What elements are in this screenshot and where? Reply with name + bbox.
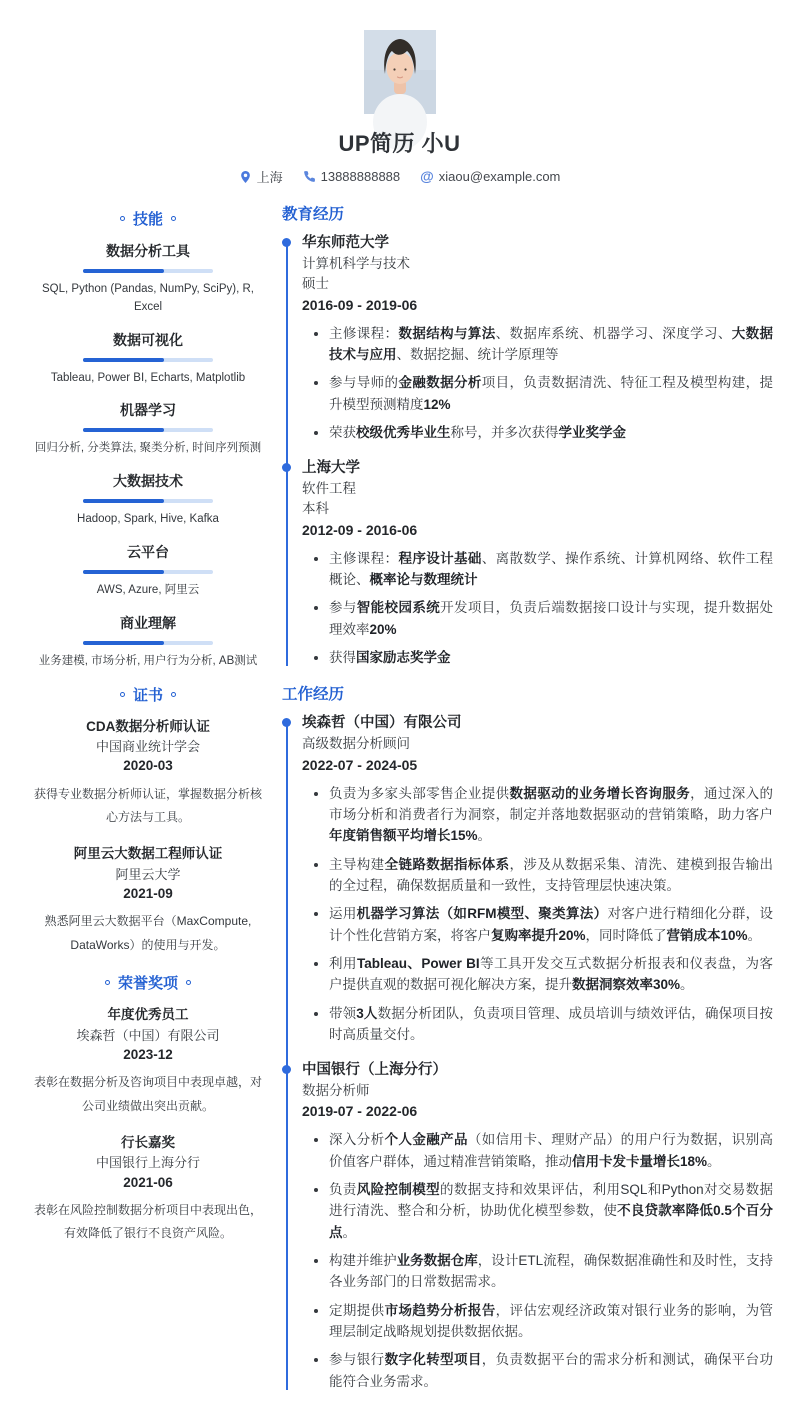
- skill-item: [30, 613, 266, 671]
- bullet-segment: 国家励志奖学金: [356, 649, 451, 665]
- bullet-list: [302, 323, 773, 444]
- sidebar-entry-org: 中国商业统计学会: [95, 738, 200, 754]
- sidebar-section-荣誉奖项: [30, 972, 266, 1246]
- sidebar-entry-name: 阿里云大数据工程师认证: [73, 846, 223, 862]
- bullet-item: [329, 372, 773, 415]
- sidebar-section-title-text: 荣誉奖项: [117, 975, 178, 993]
- timeline-dot-icon: [282, 463, 291, 472]
- bullet-item: [329, 1129, 773, 1172]
- sidebar-entry-name: 行长嘉奖: [121, 1135, 175, 1151]
- sidebar-entry: [30, 717, 266, 830]
- ring-icon: [105, 980, 110, 985]
- skill-item: [30, 400, 266, 458]
- bullet-segment: 风险控制模型: [356, 1182, 440, 1198]
- skill-bar-fill: [83, 428, 164, 432]
- sidebar-entry-date: 2021-09: [123, 886, 173, 902]
- skill-item: [30, 241, 266, 317]
- main-section-title: 教育经历: [282, 206, 345, 223]
- bullet-segment: 定期提供: [329, 1302, 385, 1318]
- bullet-segment: 数据分析团队，负责项目管理、成员培训与绩效评估，确保项目按时高质量交付。: [329, 1005, 774, 1042]
- entry-title: 中国银行（上海分行）: [302, 1062, 447, 1079]
- bullet-segment: 个人金融产品: [384, 1132, 468, 1148]
- bullet-segment: 参与银行: [329, 1352, 385, 1368]
- bullet-list: [302, 1129, 773, 1392]
- bullet-segment: 负责为多家头部零售企业提供: [329, 785, 510, 801]
- timeline-entry: [302, 458, 773, 668]
- timeline: [282, 713, 773, 1392]
- bullet-segment: 主修课程：: [329, 550, 399, 566]
- bullet-segment: 。: [680, 977, 694, 993]
- skill-bar-fill: [83, 358, 164, 362]
- sidebar-entry-org: 阿里云大学: [115, 866, 181, 882]
- skill-bar: [83, 641, 213, 645]
- timeline: [282, 233, 773, 668]
- bullet-segment: （如信用卡、理财产品）的用户行为数据，识别高价值客户群体，通过精准营销策略，推动: [329, 1132, 774, 1169]
- ring-icon: [120, 692, 125, 697]
- entry-title: 上海大学: [302, 460, 360, 477]
- bullet-segment: 数据结构与算法: [398, 325, 496, 341]
- sidebar-entry-org: 中国银行上海分行: [95, 1155, 200, 1171]
- bullet-segment: 。: [477, 828, 492, 844]
- bullet-segment: 机器学习算法（如RFM模型、聚类算法）: [356, 906, 608, 922]
- sidebar-section-title-text: 技能: [132, 211, 163, 228]
- sidebar-entry-desc: 获得专业数据分析师认证，掌握数据分析核心方法与工具。: [33, 786, 262, 825]
- profile-photo: [364, 30, 436, 114]
- bullet-segment: 的数据支持和效果评估，利用SQL和Python对交易数据进行清洗、整合和分析，协助优化模型参数，使: [329, 1182, 774, 1219]
- contact-item: [239, 167, 283, 186]
- sidebar-entry-desc: 表彰在风险控制数据分析项目中表现出色，有效降低了银行不良资产风险。: [33, 1203, 262, 1241]
- skill-bar: [83, 499, 213, 503]
- bullet-segment: 20%: [369, 621, 397, 637]
- skill-bar-fill: [83, 570, 164, 574]
- entry-date: 2019-07 - 2022-06: [302, 1103, 418, 1120]
- skill-bar: [83, 428, 213, 432]
- bullet-segment: 参与导师的: [329, 375, 399, 391]
- sidebar-entry-date: 2023-12: [123, 1047, 173, 1062]
- bullet-item: [329, 783, 773, 847]
- bullet-segment: 深入分析: [329, 1132, 385, 1148]
- bullet-segment: ，设计ETL流程，确保数据准确性和及时性，支持各业务部门的日常数据需求。: [329, 1253, 774, 1290]
- bullet-segment: 主修课程：: [329, 325, 399, 341]
- bullet-item: [329, 647, 773, 668]
- sidebar-entry-name: 年度优秀员工: [107, 1007, 189, 1023]
- entry-subtitle: 软件工程: [302, 481, 356, 497]
- skill-name: 机器学习: [120, 402, 176, 419]
- bullet-item: [329, 854, 773, 897]
- bullet-segment: 。: [747, 927, 762, 943]
- skill-item: [30, 330, 266, 388]
- avatar: [364, 30, 436, 114]
- bullet-segment: 校级优秀毕业生: [356, 424, 451, 440]
- bullet-segment: 带领: [329, 1005, 357, 1021]
- bullet-segment: 金融数据分析: [398, 375, 482, 391]
- sidebar-section-title: [30, 684, 266, 705]
- timeline-entry: [302, 713, 773, 1045]
- skill-detail: 业务建模, 市场分析, 用户行为分析, AB测试: [38, 654, 258, 667]
- bullet-item: [329, 953, 773, 996]
- skill-detail: Tableau, Power BI, Echarts, Matplotlib: [50, 371, 246, 384]
- entry-date: 2012-09 - 2016-06: [302, 521, 418, 538]
- bullet-item: [329, 903, 773, 946]
- entry-date: 2016-09 - 2019-06: [302, 296, 418, 313]
- entry-subtitle: 本科: [302, 501, 329, 517]
- bullet-segment: 3人: [356, 1005, 378, 1021]
- main-section-工作经历: [282, 682, 773, 1392]
- contact-item: [420, 169, 560, 184]
- sidebar-entry-name: CDA数据分析师认证: [86, 718, 210, 734]
- skill-name: 云平台: [127, 544, 169, 561]
- entry-subtitle: 硕士: [302, 276, 329, 292]
- bullet-segment: 负责: [329, 1182, 357, 1198]
- bullet-segment: 程序设计基础: [398, 550, 482, 566]
- bullet-segment: ，负责数据平台的需求分析和测试，确保平台功能符合业务需求。: [329, 1352, 774, 1389]
- entry-subtitle: 计算机科学与技术: [302, 256, 410, 272]
- bullet-segment: 。: [342, 1224, 356, 1240]
- skill-item: [30, 471, 266, 529]
- main-column: [282, 202, 773, 1406]
- sidebar-entry: [30, 1005, 266, 1118]
- sidebar-entry-date: 2020-03: [123, 758, 173, 774]
- bullet-segment: 学业奖学金: [558, 424, 626, 440]
- bullet-segment: 、数据库系统、机器学习、深度学习、: [495, 325, 732, 341]
- bullet-segment: ，评估宏观经济政策对银行业务的影响，为管理层制定战略规划提供数据依据。: [329, 1302, 774, 1340]
- bullet-segment: 数据驱动的业务增长咨询服务: [509, 785, 691, 801]
- bullet-segment: 12%: [423, 396, 451, 412]
- bullet-segment: Tableau、Power BI: [356, 955, 480, 971]
- bullet-segment: ，同时降低了: [585, 927, 667, 943]
- body-columns: [0, 202, 799, 1406]
- main-section-教育经历: [282, 202, 773, 668]
- skill-name: 数据分析工具: [106, 243, 190, 259]
- entry-date: 2022-07 - 2024-05: [302, 756, 418, 773]
- candidate-name: UP简历 小U: [338, 131, 461, 156]
- resume-header: [0, 0, 799, 186]
- phone-icon: [303, 170, 316, 183]
- bullet-segment: 复购率提升20%: [491, 927, 586, 943]
- timeline-entry: [302, 1060, 773, 1392]
- bullet-item: [329, 1003, 773, 1046]
- entry-title: 华东师范大学: [302, 235, 389, 251]
- bullet-segment: 参与: [329, 600, 357, 616]
- bullet-segment: 市场趋势分析报告: [384, 1302, 496, 1318]
- bullet-item: [329, 548, 773, 591]
- bullet-segment: 数字化转型项目: [384, 1352, 482, 1368]
- timeline-dot-icon: [282, 1065, 291, 1074]
- bullet-segment: 信用卡发卡量增长18%: [572, 1153, 708, 1169]
- bullet-segment: 等工具开发交互式数据分析报表和仪表盘，为客户提供直观的数据可视化解决方案，提升: [329, 955, 774, 993]
- bullet-item: [329, 1349, 773, 1392]
- contact-text: xiaou@example.com: [438, 169, 561, 184]
- entry-subtitle: 高级数据分析顾问: [302, 736, 410, 752]
- bullet-list: [302, 548, 773, 669]
- bullet-segment: ，通过深入的市场分析和消费者行为洞察，制定并落地数据驱动的营销策略，助力客户: [329, 785, 774, 822]
- sidebar-section-技能: [30, 208, 266, 671]
- skill-bar-fill: [83, 641, 164, 645]
- bullet-item: [329, 1179, 773, 1243]
- entry-subtitle: 数据分析师: [302, 1083, 370, 1099]
- sidebar-entry: [30, 1133, 266, 1246]
- ring-icon: [171, 216, 176, 221]
- bullet-item: [329, 1300, 773, 1343]
- sidebar-entry-date: 2021-06: [123, 1174, 173, 1190]
- ring-icon: [171, 692, 176, 697]
- bullet-segment: 智能校园系统: [356, 600, 441, 616]
- contact-text: 13888888888: [320, 169, 401, 184]
- skill-bar: [83, 269, 213, 273]
- skill-item: [30, 542, 266, 600]
- timeline-dot-icon: [282, 718, 291, 727]
- timeline-entry: [302, 233, 773, 443]
- email-icon: @: [420, 168, 434, 184]
- bullet-item: [329, 323, 773, 366]
- bullet-segment: 年度销售额平均增长15%: [329, 828, 478, 844]
- entry-title: 埃森哲（中国）有限公司: [302, 715, 462, 732]
- bullet-item: [329, 422, 773, 443]
- bullet-segment: 数据洞察效率30%: [572, 977, 681, 993]
- contact-row: [0, 167, 799, 186]
- skill-bar-fill: [83, 499, 164, 503]
- sidebar-entry-desc: 表彰在数据分析及咨询项目中表现卓越，对公司业绩做出突出贡献。: [33, 1075, 262, 1113]
- bullet-segment: ，涉及从数据采集、清洗、建模到报告输出的全过程，确保数据质量和一致性，支持管理层快速决策。: [329, 856, 774, 893]
- sidebar-section-证书: [30, 684, 266, 958]
- bullet-segment: 概率论与数理统计: [369, 572, 478, 587]
- bullet-segment: 主导构建: [329, 856, 385, 872]
- contact-text: 上海: [256, 170, 283, 185]
- sidebar: [30, 202, 266, 1406]
- bullet-item: [329, 597, 773, 640]
- skill-name: 大数据技术: [113, 473, 183, 490]
- contact-item: [303, 169, 401, 184]
- bullet-segment: 大数据技术与应用: [329, 325, 774, 362]
- bullet-segment: 荣获: [329, 424, 356, 440]
- bullet-segment: 营销成本10%: [666, 927, 748, 943]
- ring-icon: [120, 216, 125, 221]
- skill-detail: AWS, Azure, 阿里云: [96, 584, 200, 597]
- timeline-dot-icon: [282, 238, 291, 247]
- bullet-segment: 全链路数据指标体系: [384, 856, 510, 872]
- bullet-segment: 获得: [329, 649, 356, 665]
- skill-detail: SQL, Python (Pandas, NumPy, SciPy), R, Excel: [42, 283, 254, 313]
- ring-icon: [186, 980, 191, 985]
- sidebar-section-title-text: 证书: [132, 686, 163, 704]
- skill-bar: [83, 570, 213, 574]
- bullet-segment: 利用: [329, 955, 357, 971]
- skill-bar: [83, 358, 213, 362]
- bullet-segment: 项目，负责数据清洗、特征工程及模型构建，提升模型预测精度: [329, 375, 774, 412]
- bullet-list: [302, 783, 773, 1046]
- sidebar-entry-desc: 熟悉阿里云大数据平台（MaxCompute, DataWorks）的使用与开发。: [44, 914, 252, 952]
- skill-bar-fill: [83, 269, 164, 273]
- sidebar-entry-org: 埃森哲（中国）有限公司: [76, 1027, 220, 1043]
- main-section-title: 工作经历: [282, 686, 345, 704]
- sidebar-section-title: [30, 208, 266, 229]
- bullet-segment: 、数据挖掘、统计学原理等: [396, 346, 559, 362]
- skill-detail: Hadoop, Spark, Hive, Kafka: [77, 513, 219, 526]
- bullet-segment: 、离散数学、操作系统、计算机网络、软件工程概论、: [329, 550, 774, 587]
- skill-name: 数据可视化: [113, 331, 183, 348]
- skill-detail: 回归分析, 分类算法, 聚类分析, 时间序列预测: [34, 442, 262, 455]
- location-icon: [239, 170, 252, 184]
- bullet-segment: 称号，并多次获得: [450, 424, 559, 440]
- bullet-segment: 运用: [329, 906, 357, 922]
- bullet-segment: 。: [707, 1153, 721, 1169]
- bullet-segment: 不良贷款率降低0.5个百分点: [329, 1203, 773, 1240]
- bullet-segment: 业务数据仓库: [396, 1253, 478, 1269]
- bullet-item: [329, 1250, 773, 1293]
- bullet-segment: 开发项目，负责后端数据接口设计与实现，提升数据处理效率: [329, 600, 774, 637]
- skill-name: 商业理解: [120, 614, 176, 631]
- bullet-segment: 构建并维护: [329, 1253, 397, 1269]
- sidebar-section-title: [30, 972, 266, 993]
- sidebar-entry: [30, 844, 266, 957]
- bullet-segment: 对客户进行精细化分群，设计个性化营销方案，将客户: [329, 906, 774, 943]
